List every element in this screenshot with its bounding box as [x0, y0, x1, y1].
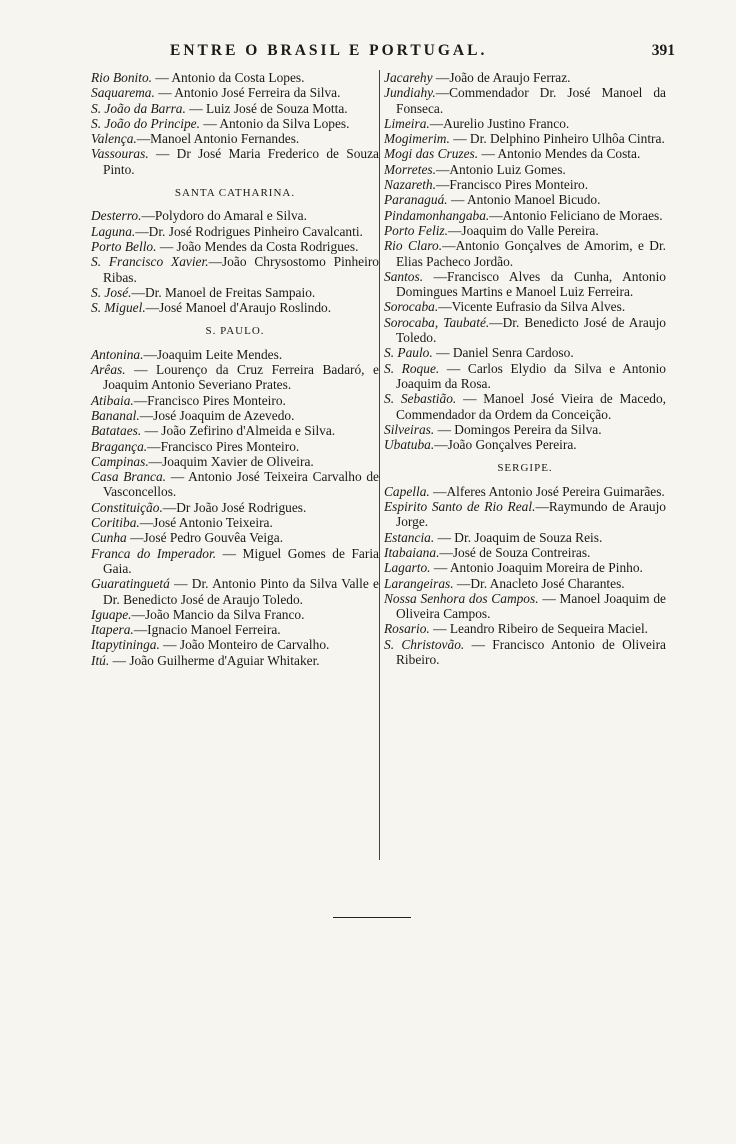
entry-list	[91, 347, 379, 668]
appointee-text: —João Chrysostomo Pinheiro Ribas.	[103, 254, 379, 285]
place-name: Itapytininga.	[91, 637, 160, 653]
place-name: Bananal.	[91, 407, 140, 423]
place-name: Arêas.	[91, 362, 126, 378]
list-item	[91, 454, 379, 469]
place-name: Itabaiana.	[384, 544, 440, 560]
list-item	[384, 162, 666, 177]
place-name: S. João do Principe.	[91, 115, 200, 131]
place-name: Constituição.	[91, 499, 163, 515]
appointee-text: —Joaquim Xavier de Oliveira.	[148, 453, 314, 469]
list-item	[384, 621, 666, 636]
place-name: Porto Bello.	[91, 238, 157, 254]
list-item	[91, 530, 379, 545]
appointee-text: —José de Souza Contreiras.	[439, 544, 591, 560]
page-number: 391	[651, 42, 675, 59]
list-item	[384, 131, 666, 146]
appointee-text: — Daniel Senra Cardoso.	[432, 345, 574, 361]
place-name: Rosario.	[384, 621, 430, 637]
appointee-text: —Dr. Anacleto José Charantes.	[453, 575, 625, 591]
appointee-text: — João Guilherme d'Aguiar Whitaker.	[109, 652, 320, 668]
appointee-text: — Lourenço da Cruz Ferreira Badaró, e Joaquim Antonio Severiano Prates.	[103, 362, 379, 393]
appointee-text: —Vicente Eufrasio da Silva Alves.	[438, 299, 626, 315]
place-name: Valença.	[91, 131, 137, 147]
appointee-text: —Dr. Manoel de Freitas Sampaio.	[131, 284, 316, 300]
place-name: Nossa Senhora dos Campos.	[384, 590, 539, 606]
list-item	[384, 499, 666, 530]
right-column	[384, 70, 666, 667]
place-name: Casa Branca.	[91, 469, 167, 485]
appointee-text: — João Monteiro de Carvalho.	[159, 637, 330, 653]
column-divider	[379, 70, 380, 860]
place-name: Antonina.	[91, 346, 144, 362]
list-item	[384, 146, 666, 161]
section-heading-sao-paulo: S. PAULO.	[205, 325, 265, 338]
list-item	[91, 622, 379, 637]
list-item	[384, 391, 666, 422]
place-name: S. Sebastião.	[384, 391, 457, 407]
list-item	[384, 530, 666, 545]
list-item	[384, 299, 666, 314]
appointee-text: —José Pedro Gouvêa Veiga.	[126, 530, 284, 546]
list-item	[384, 238, 666, 269]
list-item	[384, 208, 666, 223]
list-item	[91, 208, 379, 223]
place-name: Jundiahy.	[384, 85, 436, 101]
appointee-text: —Antonio Luiz Gomes.	[435, 161, 566, 177]
appointee-text: —José Manoel d'Araujo Roslindo.	[145, 300, 332, 316]
list-item	[91, 101, 379, 116]
place-name: Santos.	[384, 268, 424, 284]
place-name: S. Christovão.	[384, 636, 465, 652]
entry-list	[91, 208, 379, 315]
appointee-text: —Antonio Gonçalves de Amorim, e Dr. Elias Pacheco Jordão.	[396, 238, 667, 269]
place-name: Campinas.	[91, 453, 149, 469]
appointee-text: —Francisco Pires Monteiro.	[133, 392, 286, 408]
appointee-text: — Antonio Mendes da Costa.	[478, 146, 641, 162]
appointee-text: — Miguel Gomes de Faria Gaia.	[103, 545, 379, 576]
running-title: ENTRE O BRASIL E PORTUGAL.	[170, 42, 488, 59]
appointee-text: — João Mendes da Costa Rodrigues.	[156, 238, 359, 254]
section-heading-santa-catharina: SANTA CATHARINA.	[174, 187, 296, 200]
list-item	[91, 362, 379, 393]
place-name: Rio Bonito.	[91, 70, 152, 85]
place-name: Cunha	[91, 530, 127, 546]
place-name: Paranaguá.	[384, 192, 448, 208]
place-name: S. Paulo.	[384, 345, 433, 361]
appointee-text: —José Joaquim de Azevedo.	[139, 407, 295, 423]
place-name: Bragança.	[91, 438, 148, 454]
list-item	[91, 500, 379, 515]
appointee-text: — Antonio da Silva Lopes.	[199, 115, 350, 131]
list-item	[384, 361, 666, 392]
place-name: Larangeiras.	[384, 575, 454, 591]
list-item	[91, 70, 379, 85]
appointee-text: — Francisco Antonio de Oliveira Ribeiro.	[396, 636, 666, 667]
appointee-text: —Francisco Pires Monteiro.	[435, 177, 589, 193]
appointee-text: — Dr. Delphino Pinheiro Ulhôa Cintra.	[449, 131, 665, 147]
appointee-text: — Leandro Ribeiro de Sequeira Maciel.	[429, 621, 649, 637]
list-item	[384, 345, 666, 360]
appointee-text: —Antonio Feliciano de Moraes.	[489, 207, 663, 223]
appointee-text: — Antonio José Teixeira Carvalho de Vasconcellos.	[103, 469, 379, 500]
appointee-text: — Dr. Antonio Pinto da Silva Valle e Dr. Benedicto José de Araujo Toledo.	[103, 576, 379, 607]
list-item	[91, 131, 379, 146]
appointee-text: —Francisco Alves da Cunha, Antonio Domingues Martins e Manoel Luiz Ferreira.	[396, 268, 666, 300]
list-item	[91, 116, 379, 131]
appointee-text: — Dr José Maria Frederico de Souza Pinto.	[103, 146, 379, 177]
list-item	[91, 653, 379, 668]
section-heading-sergipe: SERGIPE.	[497, 462, 553, 475]
list-item	[384, 315, 666, 346]
list-item	[384, 437, 666, 452]
list-item	[91, 347, 379, 362]
list-item	[384, 269, 666, 300]
list-item	[384, 192, 666, 207]
list-item	[384, 545, 666, 560]
appointee-text: —João de Araujo Ferraz.	[432, 70, 571, 85]
place-name: Batataes.	[91, 423, 142, 439]
appointee-text: — João Zefirino d'Almeida e Silva.	[141, 423, 336, 439]
list-item	[91, 224, 379, 239]
appointee-text: — Carlos Elydio da Silva e Antonio Joaquim da Rosa.	[396, 360, 666, 391]
appointee-text: —Aurelio Justino Franco.	[429, 115, 570, 131]
list-item	[91, 515, 379, 530]
place-name: Coritiba.	[91, 515, 140, 531]
entry-list	[384, 70, 666, 452]
list-item	[384, 70, 666, 85]
appointee-text: — Luiz José de Souza Motta.	[185, 100, 348, 116]
appointee-text: —Joaquim Leite Mendes.	[143, 346, 283, 362]
place-name: Franca do Imperador.	[91, 545, 217, 561]
place-name: Ubatuba.	[384, 437, 435, 453]
appointee-text: —Raymundo de Araujo Jorge.	[396, 499, 667, 530]
list-item	[91, 439, 379, 454]
place-name: Espirito Santo de Rio Real.	[384, 499, 536, 515]
place-name: Sorocaba.	[384, 299, 439, 315]
place-name: Morretes.	[384, 161, 436, 177]
appointee-text: — Domingos Pereira da Silva.	[434, 421, 602, 437]
appointee-text: —Ignacio Manoel Ferreira.	[133, 622, 281, 638]
place-name: Guaratinguetá	[91, 576, 170, 592]
entry-list	[91, 70, 379, 177]
list-item	[384, 223, 666, 238]
list-item	[91, 285, 379, 300]
left-column	[91, 70, 379, 668]
list-item	[91, 576, 379, 607]
list-item	[384, 637, 666, 668]
appointee-text: — Antonio da Costa Lopes.	[152, 70, 305, 85]
place-name: Iguape.	[91, 606, 132, 622]
place-name: Itú.	[91, 652, 110, 668]
list-item	[384, 85, 666, 116]
place-name: Porto Feliz.	[384, 222, 448, 238]
appointee-text: — Dr. Joaquim de Souza Reis.	[434, 529, 603, 545]
list-item	[91, 408, 379, 423]
list-item	[91, 393, 379, 408]
place-name: Laguna.	[91, 223, 136, 239]
list-item	[91, 239, 379, 254]
appointee-text: —Joaquim do Valle Pereira.	[447, 222, 599, 238]
place-name: Atibaia.	[91, 392, 134, 408]
appointee-text: —João Gonçalves Pereira.	[434, 437, 577, 453]
place-name: S. Francisco Xavier.	[91, 254, 209, 270]
place-name: S. José.	[91, 284, 132, 300]
place-name: Capella.	[384, 483, 430, 499]
list-item	[91, 423, 379, 438]
appointee-text: —Polydoro do Amaral e Silva.	[141, 208, 307, 224]
list-item	[384, 560, 666, 575]
list-item	[91, 637, 379, 652]
list-item	[91, 546, 379, 577]
list-item	[91, 85, 379, 100]
place-name: Itapera.	[91, 622, 134, 638]
place-name: Lagarto.	[384, 560, 431, 576]
appointee-text: —Dr. José Rodrigues Pinheiro Cavalcanti.	[135, 223, 363, 239]
appointee-text: — Antonio Manoel Bicudo.	[447, 192, 601, 208]
appointee-text: — Antonio Joaquim Moreira de Pinho.	[430, 560, 643, 576]
place-name: Vassouras.	[91, 146, 149, 162]
appointee-text: — Manoel José Vieira de Macedo, Commendador da Ordem da Conceição.	[396, 391, 667, 422]
end-rule	[333, 917, 411, 918]
place-name: Rio Claro.	[384, 238, 443, 254]
appointee-text: —Dr João José Rodrigues.	[162, 499, 307, 515]
place-name: Limeira.	[384, 115, 430, 131]
place-name: Pindamonhangaba.	[384, 207, 490, 223]
list-item	[91, 254, 379, 285]
place-name: Saquarema.	[91, 85, 155, 101]
place-name: Mogi das Cruzes.	[384, 146, 479, 162]
list-item	[91, 300, 379, 315]
list-item	[384, 177, 666, 192]
list-item	[91, 469, 379, 500]
list-item	[384, 116, 666, 131]
list-item	[384, 484, 666, 499]
list-item	[384, 422, 666, 437]
appointee-text: —Dr. Benedicto José de Araujo Toledo.	[396, 314, 666, 346]
place-name: Silveiras.	[384, 421, 435, 437]
place-name: S. João da Barra.	[91, 100, 186, 116]
appointee-text: —Francisco Pires Monteiro.	[147, 438, 300, 454]
entry-list	[384, 484, 666, 668]
list-item	[384, 576, 666, 591]
place-name: Jacarehy	[384, 70, 433, 85]
place-name: Nazareth.	[384, 177, 436, 193]
appointee-text: —José Antonio Teixeira.	[139, 515, 273, 531]
list-item	[384, 591, 666, 622]
appointee-text: — Manoel Joaquim de Oliveira Campos.	[396, 590, 666, 622]
appointee-text: —João Mancio da Silva Franco.	[131, 606, 305, 622]
list-item	[91, 607, 379, 622]
running-header	[90, 42, 675, 64]
place-name: S. Miguel.	[91, 300, 146, 316]
appointee-text: — Antonio José Ferreira da Silva.	[154, 85, 341, 101]
place-name: Sorocaba, Taubaté.	[384, 314, 490, 330]
place-name: Estancia.	[384, 529, 435, 545]
appointee-text: —Manoel Antonio Fernandes.	[136, 131, 300, 147]
place-name: S. Roque.	[384, 360, 440, 376]
appointee-text: —Commendador Dr. José Manoel da Fonseca.	[396, 85, 666, 116]
place-name: Desterro.	[91, 208, 142, 224]
list-item	[91, 146, 379, 177]
appointee-text: —Alferes Antonio José Pereira Guimarães.	[429, 483, 665, 499]
place-name: Mogimerim.	[384, 131, 450, 147]
